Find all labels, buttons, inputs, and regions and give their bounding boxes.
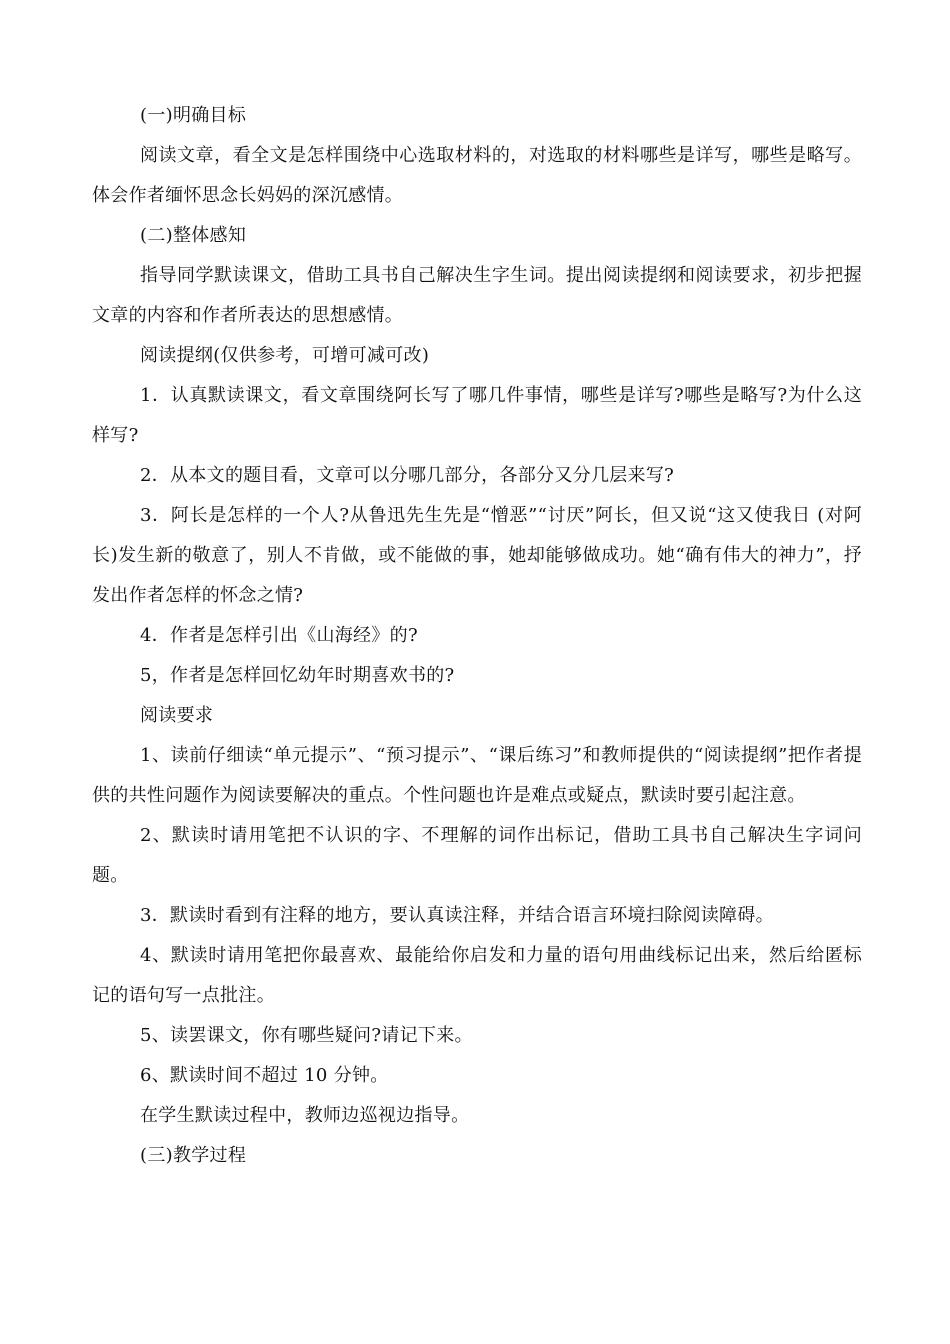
outline-item-5: 5，作者是怎样回忆幼年时期喜欢书的? [140,665,455,686]
requirement-item-3: 3．默读时看到有注释的地方，要认真读注释，并结合语言环境扫除阅读障碍。 [140,905,774,926]
paragraph-overview: 指导同学默读课文，借助工具书自己解决生字生词。提出阅读提纲和阅读要求，初步把握文章的内容和作者所表达的思想感情。 [92,265,862,326]
outline-item-4: 4．作者是怎样引出《山海经》的? [140,625,418,646]
requirement-item-1: 1、读前仔细读“单元提示”、“预习提示”、“课后练习”和教师提供的“阅读提纲”把作者提供的共性问题作为阅读要解决的重点。个性问题也许是难点或疑点，默读时要引起注意。 [92,745,862,806]
outline-item-3: 3．阿长是怎样的一个人?从鲁迅先生先是“憎恶”“讨厌”阿长，但又说“这又使我日 (对阿长)发生新的敬意了，别人不肯做，或不能做的事，她却能够做成功。她“确有伟大的神力”，抒发出作者怎样的怀念之情? [92,505,862,606]
section-heading-overview: (二)整体感知 [140,225,247,246]
section-heading-process: (三)教学过程 [140,1145,247,1166]
requirement-item-2: 2、默读时请用笔把不认识的字、不理解的词作出标记，借助工具书自己解决生字词问题。 [92,825,862,886]
document-page [92,96,862,1176]
outline-heading: 阅读提纲(仅供参考，可增可减可改) [140,345,430,366]
outline-item-2: 2．从本文的题目看，文章可以分哪几部分，各部分又分几层来写? [140,465,675,486]
section-heading-goals: (一)明确目标 [140,105,247,126]
paragraph-goals: 阅读文章，看全文是怎样围绕中心选取材料的，对选取的材料哪些是详写，哪些是略写。体会作者缅怀思念长妈妈的深沉感情。 [92,145,862,206]
requirements-heading: 阅读要求 [140,705,214,726]
requirement-item-6: 6、默读时间不超过 10 分钟。 [140,1065,389,1086]
requirement-item-5: 5、读罢课文，你有哪些疑问?请记下来。 [140,1025,473,1046]
requirement-item-4: 4、默读时请用笔把你最喜欢、最能给你启发和力量的语句用曲线标记出来，然后给匿标记的语句写一点批注。 [92,945,862,1006]
teacher-guidance-note: 在学生默读过程中，教师边巡视边指导。 [140,1105,470,1126]
outline-item-1: 1．认真默读课文，看文章围绕阿长写了哪几件事情，哪些是详写?哪些是略写?为什么这样写? [92,385,862,446]
